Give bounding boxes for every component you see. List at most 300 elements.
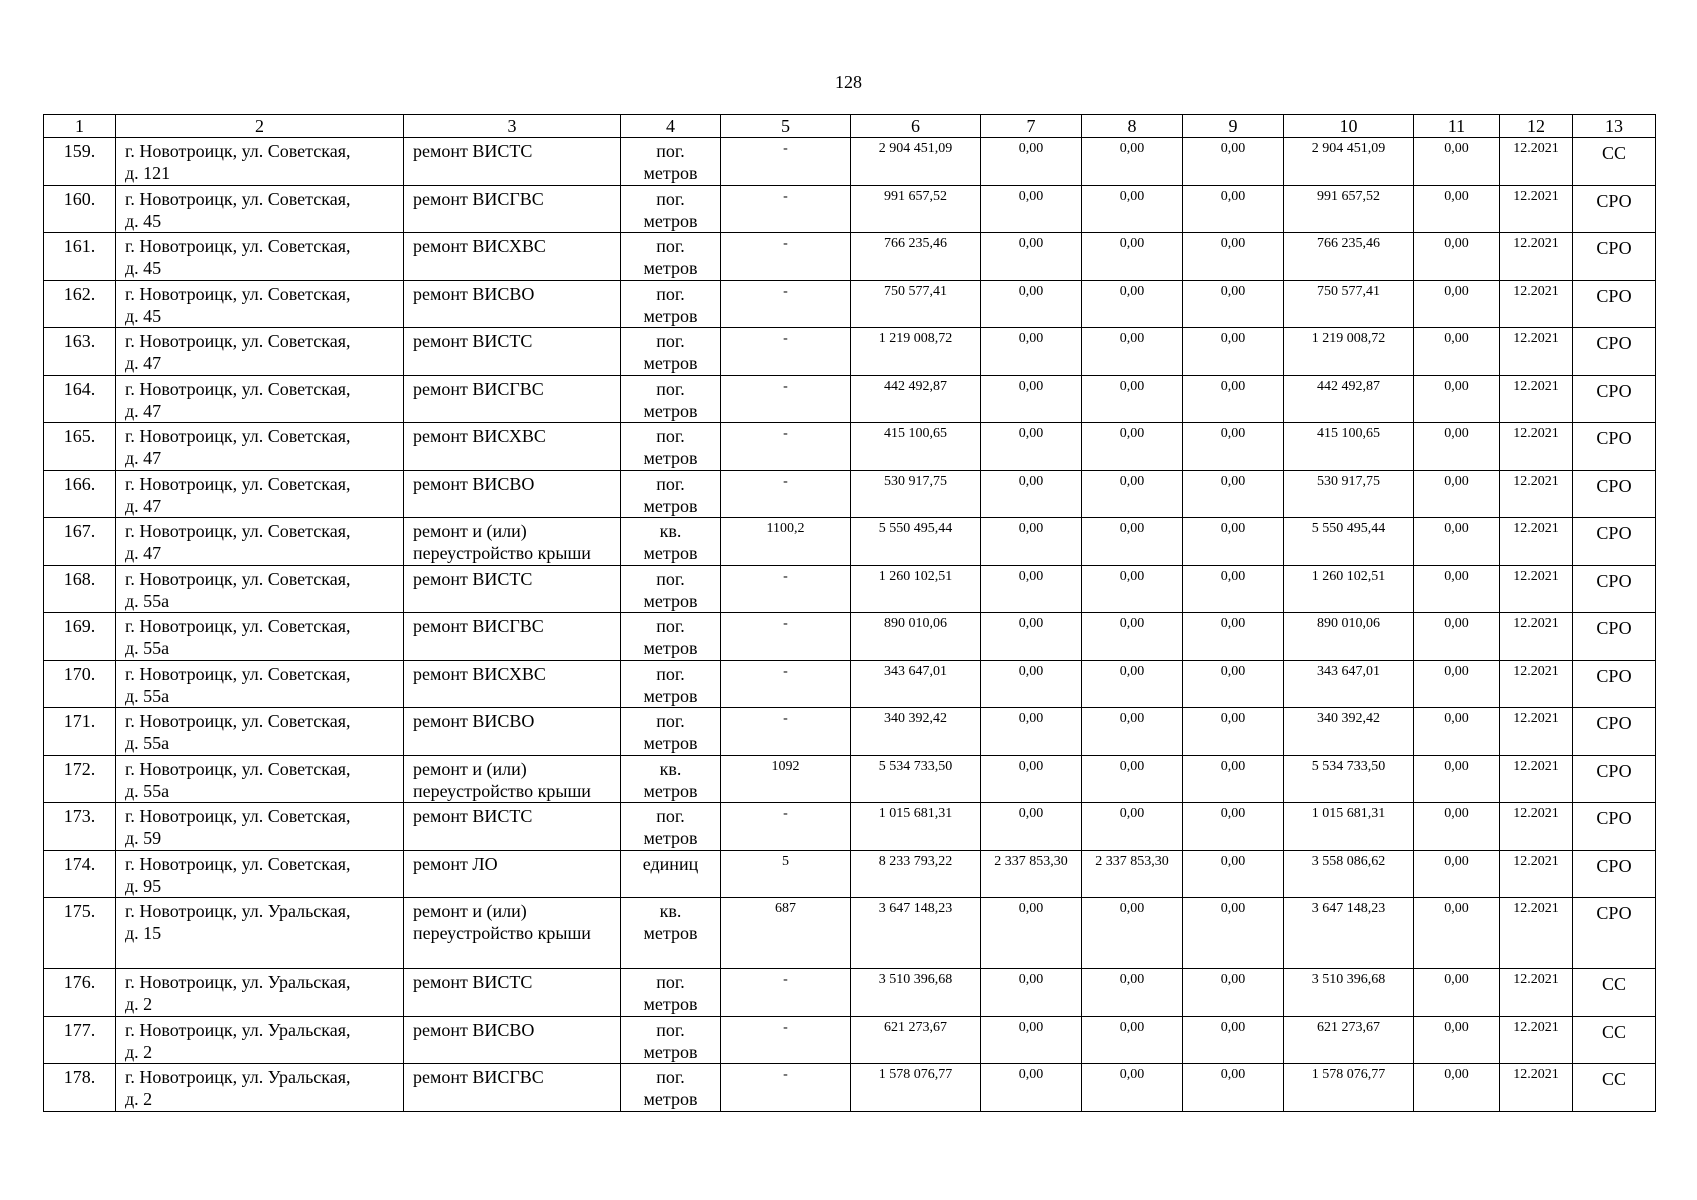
unit-text: метров xyxy=(643,733,698,753)
value-10-text: 1 260 102,51 xyxy=(1311,568,1386,584)
quantity xyxy=(721,185,851,233)
unit-text: пог. xyxy=(656,473,685,494)
quantity xyxy=(721,755,851,803)
value-8 xyxy=(1082,613,1183,661)
value-11 xyxy=(1414,850,1500,898)
quantity-text: - xyxy=(783,378,788,394)
value-8-text: 0,00 xyxy=(1119,141,1145,156)
value-7 xyxy=(981,185,1082,233)
value-12-text: 12.2021 xyxy=(1513,616,1559,631)
work-type-text: ремонт ВИСТС xyxy=(413,806,533,826)
value-6-text: 5 534 733,50 xyxy=(878,758,953,774)
value-8 xyxy=(1082,280,1183,328)
value-9 xyxy=(1183,850,1284,898)
header-row xyxy=(44,115,1656,138)
row-number-text: 170. xyxy=(63,663,96,684)
address xyxy=(116,518,404,566)
value-10-text: 621 273,67 xyxy=(1317,1019,1380,1035)
value-6 xyxy=(851,518,981,566)
row-number-text: 178. xyxy=(63,1067,96,1087)
quantity xyxy=(721,233,851,281)
funding-source-text: СС xyxy=(1601,1069,1626,1089)
funding-source xyxy=(1573,375,1656,423)
funding-source-text: СРО xyxy=(1596,665,1632,686)
value-9 xyxy=(1183,708,1284,756)
address xyxy=(116,280,404,328)
funding-source-text: СРО xyxy=(1596,190,1632,211)
unit xyxy=(621,1064,721,1112)
row-number-text: 176. xyxy=(63,972,96,992)
value-12 xyxy=(1500,280,1573,328)
row-number xyxy=(44,233,116,281)
quantity-text: - xyxy=(783,236,788,251)
work-type-text: ремонт ВИСГВС xyxy=(413,1067,544,1087)
unit-text: метров xyxy=(643,543,698,563)
work-type xyxy=(404,470,621,518)
value-9 xyxy=(1183,613,1284,661)
value-10-text: 1 015 681,31 xyxy=(1311,806,1386,821)
work-type-text: ремонт и (или) xyxy=(413,901,527,921)
value-9-text: 0,00 xyxy=(1220,1067,1246,1082)
unit-text: пог. xyxy=(656,283,685,304)
value-9-text: 0,00 xyxy=(1220,711,1246,726)
value-10 xyxy=(1284,233,1414,281)
unit xyxy=(621,969,721,1017)
unit-text: пог. xyxy=(656,1019,685,1040)
funding-source xyxy=(1573,1064,1656,1112)
column-header-10: 10 xyxy=(1284,115,1414,138)
value-12-text: 12.2021 xyxy=(1513,473,1559,489)
unit-text: пог. xyxy=(656,616,685,636)
table-row xyxy=(44,138,1656,186)
value-8 xyxy=(1082,660,1183,708)
value-12 xyxy=(1500,898,1573,969)
funding-source-text: СС xyxy=(1601,143,1626,163)
value-7 xyxy=(981,233,1082,281)
unit-text: пог. xyxy=(656,141,685,161)
funding-source xyxy=(1573,969,1656,1017)
address-text: г. Новотроицк, ул. Советская, xyxy=(125,758,351,779)
funding-source xyxy=(1573,280,1656,328)
value-8 xyxy=(1082,565,1183,613)
quantity xyxy=(721,969,851,1017)
row-number xyxy=(44,708,116,756)
value-6-text: 890 010,06 xyxy=(884,616,947,631)
address-text: д. 59 xyxy=(125,828,162,848)
unit xyxy=(621,328,721,376)
value-9-text: 0,00 xyxy=(1220,426,1246,441)
quantity xyxy=(721,1016,851,1064)
value-9-text: 0,00 xyxy=(1220,521,1246,536)
table-row xyxy=(44,708,1656,756)
quantity-text: - xyxy=(783,663,788,679)
value-7-text: 0,00 xyxy=(1018,188,1044,204)
work-type xyxy=(404,328,621,376)
value-9 xyxy=(1183,138,1284,186)
funding-source xyxy=(1573,755,1656,803)
unit-text: метров xyxy=(643,685,698,706)
column-header-5: 5 xyxy=(721,115,851,138)
unit-text: метров xyxy=(643,258,698,278)
value-8-text: 0,00 xyxy=(1119,901,1145,916)
value-8-text: 0,00 xyxy=(1119,806,1145,821)
row-number xyxy=(44,518,116,566)
work-type xyxy=(404,423,621,471)
value-8 xyxy=(1082,708,1183,756)
value-6-text: 2 904 451,09 xyxy=(878,141,953,156)
address-text: г. Новотроицк, ул. Советская, xyxy=(125,188,351,209)
work-type xyxy=(404,708,621,756)
address-text: г. Новотроицк, ул. Советская, xyxy=(125,426,351,446)
value-7 xyxy=(981,898,1082,969)
column-header-8: 8 xyxy=(1082,115,1183,138)
address xyxy=(116,1064,404,1112)
address-text: д. 55а xyxy=(125,638,170,658)
value-8 xyxy=(1082,423,1183,471)
value-12 xyxy=(1500,328,1573,376)
unit-text: метров xyxy=(643,923,698,943)
value-10 xyxy=(1284,280,1414,328)
value-9 xyxy=(1183,280,1284,328)
value-10-text: 340 392,42 xyxy=(1317,711,1380,726)
row-number xyxy=(44,803,116,851)
work-type-text: ремонт ВИСХВС xyxy=(413,426,546,446)
value-7-text: 0,00 xyxy=(1018,758,1044,774)
value-7-text: 0,00 xyxy=(1018,711,1044,726)
value-10-text: 3 558 086,62 xyxy=(1311,853,1386,869)
value-6 xyxy=(851,898,981,969)
work-type xyxy=(404,185,621,233)
value-8 xyxy=(1082,803,1183,851)
funding-source-text: СРО xyxy=(1596,333,1632,353)
address xyxy=(116,375,404,423)
value-6-text: 3 510 396,68 xyxy=(878,972,953,987)
value-9 xyxy=(1183,660,1284,708)
value-12-text: 12.2021 xyxy=(1513,758,1559,774)
value-8-text: 0,00 xyxy=(1119,283,1145,299)
work-type-text: переустройство крыши xyxy=(413,923,591,943)
value-8 xyxy=(1082,1064,1183,1112)
value-9 xyxy=(1183,1016,1284,1064)
funding-source xyxy=(1573,898,1656,969)
funding-source xyxy=(1573,518,1656,566)
value-10 xyxy=(1284,518,1414,566)
value-8-text: 0,00 xyxy=(1119,188,1145,204)
value-12-text: 12.2021 xyxy=(1513,663,1559,679)
address-text: д. 47 xyxy=(125,495,162,516)
unit-text: кв. xyxy=(659,901,682,921)
quantity xyxy=(721,708,851,756)
value-10-text: 5 534 733,50 xyxy=(1311,758,1386,774)
quantity xyxy=(721,898,851,969)
column-header-4: 4 xyxy=(621,115,721,138)
value-8-text: 0,00 xyxy=(1119,521,1145,536)
value-10 xyxy=(1284,328,1414,376)
value-12-text: 12.2021 xyxy=(1513,141,1559,156)
value-12-text: 12.2021 xyxy=(1513,426,1559,441)
row-number xyxy=(44,898,116,969)
address-text: д. 15 xyxy=(125,923,162,943)
address-text: д. 95 xyxy=(125,875,162,896)
value-8-text: 0,00 xyxy=(1119,378,1145,394)
value-10 xyxy=(1284,708,1414,756)
unit xyxy=(621,898,721,969)
value-10-text: 415 100,65 xyxy=(1317,426,1380,441)
value-6 xyxy=(851,613,981,661)
value-11-text: 0,00 xyxy=(1444,1067,1469,1082)
value-12-text: 12.2021 xyxy=(1513,331,1559,346)
work-type-text: ремонт ВИСТС xyxy=(413,331,533,351)
value-6-text: 621 273,67 xyxy=(884,1019,947,1035)
unit-text: пог. xyxy=(656,426,685,446)
value-8 xyxy=(1082,898,1183,969)
quantity xyxy=(721,613,851,661)
value-7 xyxy=(981,518,1082,566)
unit-text: метров xyxy=(643,448,698,468)
work-type xyxy=(404,233,621,281)
value-8 xyxy=(1082,233,1183,281)
row-number xyxy=(44,280,116,328)
funding-source-text: СРО xyxy=(1596,475,1632,496)
value-8 xyxy=(1082,755,1183,803)
work-type xyxy=(404,138,621,186)
funding-source-text: СРО xyxy=(1596,285,1632,306)
quantity-text: 5 xyxy=(782,853,789,869)
value-12-text: 12.2021 xyxy=(1513,853,1559,869)
value-8 xyxy=(1082,375,1183,423)
value-8-text: 0,00 xyxy=(1119,758,1145,774)
value-6-text: 442 492,87 xyxy=(884,378,947,394)
work-type-text: ремонт ВИСХВС xyxy=(413,236,546,256)
address-text: г. Новотроицк, ул. Советская, xyxy=(125,853,351,874)
unit-text: пог. xyxy=(656,188,685,209)
quantity-text: - xyxy=(783,1067,788,1082)
row-number xyxy=(44,565,116,613)
value-9-text: 0,00 xyxy=(1220,283,1246,299)
value-8-text: 0,00 xyxy=(1119,568,1145,584)
unit xyxy=(621,375,721,423)
value-7 xyxy=(981,138,1082,186)
value-12 xyxy=(1500,1016,1573,1064)
quantity-text: - xyxy=(783,426,788,441)
column-header-2: 2 xyxy=(116,115,404,138)
unit-text: пог. xyxy=(656,331,685,351)
row-number xyxy=(44,423,116,471)
unit xyxy=(621,613,721,661)
funding-source xyxy=(1573,185,1656,233)
value-11-text: 0,00 xyxy=(1444,663,1469,679)
value-10 xyxy=(1284,375,1414,423)
value-10-text: 750 577,41 xyxy=(1317,283,1380,299)
value-12 xyxy=(1500,565,1573,613)
address xyxy=(116,755,404,803)
funding-source xyxy=(1573,138,1656,186)
address-text: д. 2 xyxy=(125,994,153,1014)
quantity xyxy=(721,565,851,613)
value-7 xyxy=(981,328,1082,376)
quantity-text: - xyxy=(783,473,788,489)
funding-source xyxy=(1573,1016,1656,1064)
work-type xyxy=(404,850,621,898)
value-11 xyxy=(1414,1064,1500,1112)
row-number-text: 162. xyxy=(63,283,96,304)
value-12 xyxy=(1500,423,1573,471)
value-10-text: 442 492,87 xyxy=(1317,378,1380,394)
table-row xyxy=(44,328,1656,376)
row-number xyxy=(44,1016,116,1064)
table-row xyxy=(44,185,1656,233)
funding-source xyxy=(1573,233,1656,281)
value-10 xyxy=(1284,138,1414,186)
unit-text: метров xyxy=(643,590,698,611)
unit xyxy=(621,518,721,566)
value-9-text: 0,00 xyxy=(1220,473,1246,489)
value-7-text: 0,00 xyxy=(1018,568,1044,584)
address-text: г. Новотроицк, ул. Советская, xyxy=(125,283,351,304)
value-7-text: 0,00 xyxy=(1018,1019,1044,1035)
value-6-text: 530 917,75 xyxy=(884,473,947,489)
value-12-text: 12.2021 xyxy=(1513,283,1559,299)
value-9 xyxy=(1183,423,1284,471)
value-12-text: 12.2021 xyxy=(1513,711,1559,726)
value-10 xyxy=(1284,565,1414,613)
quantity-text: - xyxy=(783,283,788,299)
work-type xyxy=(404,518,621,566)
work-type-text: ремонт ВИСГВС xyxy=(413,188,544,209)
value-9-text: 0,00 xyxy=(1220,331,1246,346)
unit-text: пог. xyxy=(656,1067,685,1087)
address-text: г. Новотроицк, ул. Уральская, xyxy=(125,972,351,992)
value-9-text: 0,00 xyxy=(1220,378,1246,394)
value-10 xyxy=(1284,1064,1414,1112)
address xyxy=(116,138,404,186)
funding-source-text: СРО xyxy=(1596,760,1632,781)
value-6-text: 415 100,65 xyxy=(884,426,947,441)
value-11 xyxy=(1414,233,1500,281)
address-text: г. Новотроицк, ул. Советская, xyxy=(125,473,351,494)
value-10 xyxy=(1284,185,1414,233)
value-11-text: 0,00 xyxy=(1444,711,1469,726)
value-6 xyxy=(851,280,981,328)
value-11-text: 0,00 xyxy=(1444,426,1469,441)
row-number-text: 175. xyxy=(63,901,96,921)
work-type xyxy=(404,969,621,1017)
row-number-text: 172. xyxy=(63,758,96,779)
row-number xyxy=(44,660,116,708)
value-9-text: 0,00 xyxy=(1220,663,1246,679)
quantity xyxy=(721,803,851,851)
value-10-text: 343 647,01 xyxy=(1317,663,1380,679)
value-12-text: 12.2021 xyxy=(1513,972,1559,987)
column-header-12: 12 xyxy=(1500,115,1573,138)
value-12 xyxy=(1500,1064,1573,1112)
value-7-text: 0,00 xyxy=(1018,1067,1044,1082)
value-11 xyxy=(1414,328,1500,376)
value-11 xyxy=(1414,755,1500,803)
value-7 xyxy=(981,470,1082,518)
unit xyxy=(621,565,721,613)
value-10-text: 1 578 076,77 xyxy=(1311,1067,1386,1082)
unit-text: пог. xyxy=(656,663,685,684)
unit xyxy=(621,470,721,518)
value-8 xyxy=(1082,518,1183,566)
value-7-text: 0,00 xyxy=(1018,426,1044,441)
value-7 xyxy=(981,803,1082,851)
quantity xyxy=(721,660,851,708)
funding-source-text: СРО xyxy=(1596,618,1632,638)
value-11-text: 0,00 xyxy=(1444,331,1469,346)
value-9-text: 0,00 xyxy=(1220,188,1246,204)
row-number-text: 164. xyxy=(63,378,96,399)
work-type-text: ремонт ВИСХВС xyxy=(413,663,546,684)
value-6 xyxy=(851,233,981,281)
work-type-text: переустройство крыши xyxy=(413,780,591,801)
works-table xyxy=(43,114,1656,1112)
value-10-text: 530 917,75 xyxy=(1317,473,1380,489)
value-6 xyxy=(851,708,981,756)
value-6 xyxy=(851,803,981,851)
value-10 xyxy=(1284,850,1414,898)
funding-source-text: СРО xyxy=(1596,713,1632,733)
value-10-text: 3 510 396,68 xyxy=(1311,972,1386,987)
work-type-text: переустройство крыши xyxy=(413,543,591,563)
value-6-text: 3 647 148,23 xyxy=(878,901,953,916)
funding-source-text: СРО xyxy=(1596,855,1632,876)
address-text: д. 45 xyxy=(125,305,162,326)
table-row xyxy=(44,1064,1656,1112)
row-number-text: 174. xyxy=(63,853,96,874)
value-9 xyxy=(1183,969,1284,1017)
funding-source xyxy=(1573,565,1656,613)
address xyxy=(116,1016,404,1064)
value-6-text: 1 578 076,77 xyxy=(878,1067,953,1082)
work-type xyxy=(404,898,621,969)
value-12 xyxy=(1500,138,1573,186)
address-text: д. 47 xyxy=(125,400,162,421)
address-text: д. 45 xyxy=(125,210,162,231)
value-7-text: 0,00 xyxy=(1018,236,1044,251)
address-text: г. Новотроицк, ул. Советская, xyxy=(125,711,351,731)
value-11 xyxy=(1414,375,1500,423)
row-number xyxy=(44,185,116,233)
value-8 xyxy=(1082,328,1183,376)
quantity xyxy=(721,280,851,328)
value-9-text: 0,00 xyxy=(1220,568,1246,584)
value-9 xyxy=(1183,185,1284,233)
work-type-text: ремонт ВИСТС xyxy=(413,568,533,589)
quantity xyxy=(721,470,851,518)
unit xyxy=(621,423,721,471)
address xyxy=(116,565,404,613)
work-type xyxy=(404,613,621,661)
table-row xyxy=(44,423,1656,471)
address-text: д. 45 xyxy=(125,258,162,278)
value-8-text: 0,00 xyxy=(1119,426,1145,441)
quantity xyxy=(721,1064,851,1112)
funding-source xyxy=(1573,708,1656,756)
value-8-text: 0,00 xyxy=(1119,1067,1145,1082)
address xyxy=(116,328,404,376)
value-8 xyxy=(1082,969,1183,1017)
funding-source-text: СРО xyxy=(1596,570,1632,591)
quantity xyxy=(721,375,851,423)
value-7 xyxy=(981,1016,1082,1064)
unit-text: метров xyxy=(643,305,698,326)
table-row xyxy=(44,660,1656,708)
unit-text: пог. xyxy=(656,236,685,256)
value-12 xyxy=(1500,660,1573,708)
address xyxy=(116,660,404,708)
